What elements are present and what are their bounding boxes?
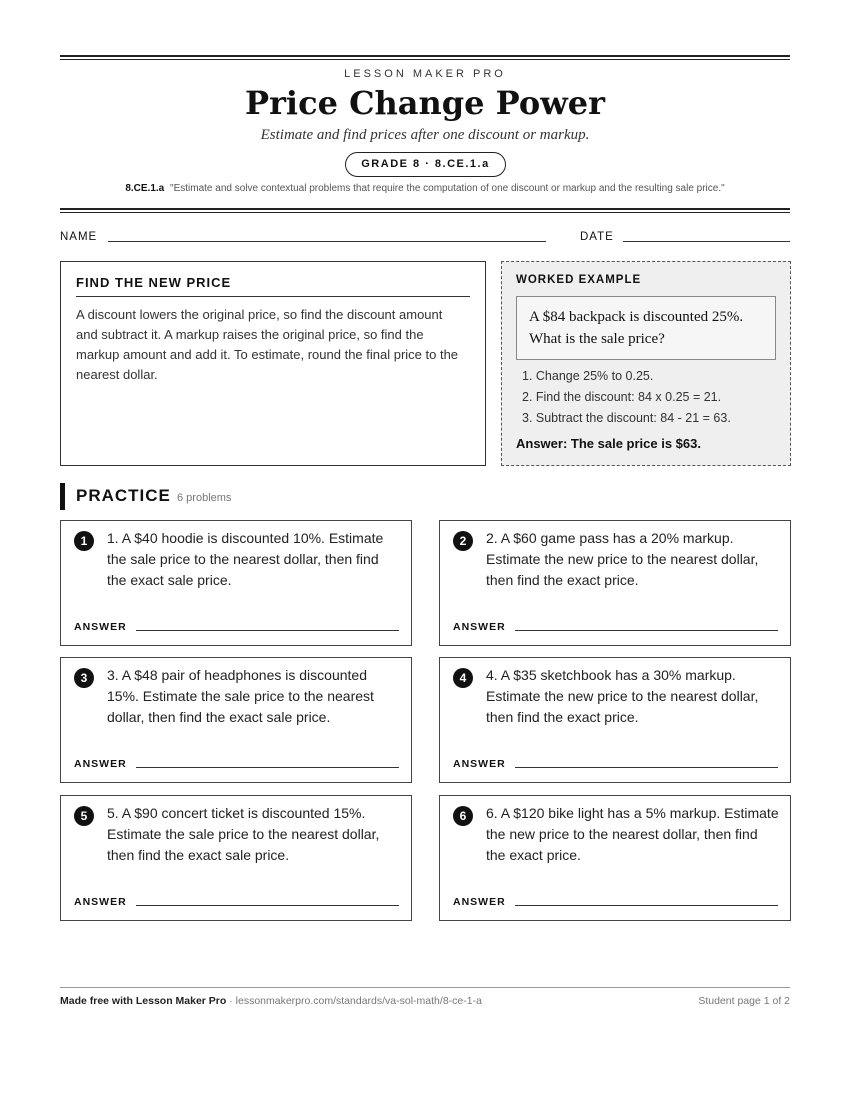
- answer-line[interactable]: [136, 905, 399, 906]
- problem-card-2: [439, 520, 791, 646]
- practice-count: 6 problems: [177, 492, 232, 504]
- worked-example-answer: Answer: The sale price is $63.: [516, 436, 701, 451]
- answer-label: ANSWER: [453, 758, 506, 770]
- answer-label: ANSWER: [74, 621, 127, 633]
- footer-credit: [60, 995, 482, 1007]
- page-subtitle: Estimate and find prices after one discount or markup.: [260, 127, 590, 143]
- problem-text: 6. A $120 bike light has a 5% markup. Estimate the new price to the nearest dollar, then find the exact price.: [486, 805, 779, 863]
- worked-example-box: [501, 261, 791, 466]
- footer-url: · lessonmakerpro.com/standards/va-sol-math/8-ce-1-a: [229, 995, 482, 1007]
- worked-example-step: 2. Find the discount: 84 x 0.25 = 21.: [522, 390, 722, 404]
- page-title: Price Change Power: [245, 84, 605, 122]
- problem-card-6: [439, 795, 791, 921]
- concept-box: [60, 261, 486, 466]
- practice-accent-bar: [60, 483, 65, 510]
- name-label: NAME: [60, 231, 98, 243]
- problem-number-badge: 6: [453, 806, 473, 826]
- problem-card-3: [60, 657, 412, 783]
- problem-number-badge: 2: [453, 531, 473, 551]
- answer-line[interactable]: [515, 767, 778, 768]
- answer-label: ANSWER: [74, 758, 127, 770]
- practice-title: PRACTICE: [76, 486, 171, 505]
- answer-label: ANSWER: [453, 621, 506, 633]
- footer-made-with: Made free with Lesson Maker Pro: [60, 995, 227, 1007]
- problem-number-badge: 1: [74, 531, 94, 551]
- problem-card-5: [60, 795, 412, 921]
- date-line[interactable]: [623, 241, 790, 242]
- answer-line[interactable]: [136, 767, 399, 768]
- grade-badge: GRADE 8 · 8.CE.1.a: [345, 152, 506, 177]
- worked-example-step: 1. Change 25% to 0.25.: [522, 369, 654, 383]
- worked-example-step: 3. Subtract the discount: 84 - 21 = 63.: [522, 411, 731, 425]
- date-label: DATE: [580, 231, 614, 243]
- answer-label: ANSWER: [453, 896, 506, 908]
- answer-label: ANSWER: [74, 896, 127, 908]
- problem-card-1: [60, 520, 412, 646]
- answer-line[interactable]: [515, 630, 778, 631]
- problem-text: 1. A $40 hoodie is discounted 10%. Estimate the sale price to the nearest dollar, then find the exact sale price.: [107, 530, 384, 588]
- footer-page-number: Student page 1 of 2: [698, 995, 790, 1007]
- brand-name: LESSON MAKER PRO: [344, 68, 506, 80]
- concept-text: A discount lowers the original price, so find the discount amount and subtract it. A markup raises the original price, so find the markup amount and add it. To estimate, round the final price to the nearest dollar.: [76, 307, 459, 382]
- standard-code: 8.CE.1.a: [125, 183, 165, 194]
- header-top-rule: [60, 55, 790, 60]
- problem-text: 2. A $60 game pass has a 20% markup. Estimate the new price to the nearest dollar, then find the exact price.: [486, 530, 759, 588]
- worked-example-prompt: A $84 backpack is discounted 25%. What is the sale price?: [516, 296, 776, 360]
- name-line[interactable]: [108, 241, 546, 242]
- problem-text: 4. A $35 sketchbook has a 30% markup. Estimate the new price to the nearest dollar, then find the exact price.: [486, 667, 759, 725]
- standard-text: "Estimate and solve contextual problems that require the computation of one discount or markup and the resulting sale price.": [170, 183, 725, 194]
- problem-number-badge: 4: [453, 668, 473, 688]
- concept-title: FIND THE NEW PRICE: [76, 275, 470, 297]
- problem-number-badge: 5: [74, 806, 94, 826]
- problem-card-4: [439, 657, 791, 783]
- header-bottom-rule: [60, 208, 790, 213]
- problem-text: 3. A $48 pair of headphones is discounted 15%. Estimate the sale price to the nearest dollar, then find the exact sale price.: [107, 667, 374, 725]
- answer-line[interactable]: [136, 630, 399, 631]
- answer-line[interactable]: [515, 905, 778, 906]
- standard-statement: [0, 183, 850, 194]
- worked-example-steps: [522, 366, 731, 429]
- worked-example-label: WORKED EXAMPLE: [516, 274, 642, 286]
- problem-text: 5. A $90 concert ticket is discounted 15%. Estimate the sale price to the nearest dollar, then find the exact sale price.: [107, 805, 380, 863]
- problem-number-badge: 3: [74, 668, 94, 688]
- footer-rule: [60, 987, 790, 988]
